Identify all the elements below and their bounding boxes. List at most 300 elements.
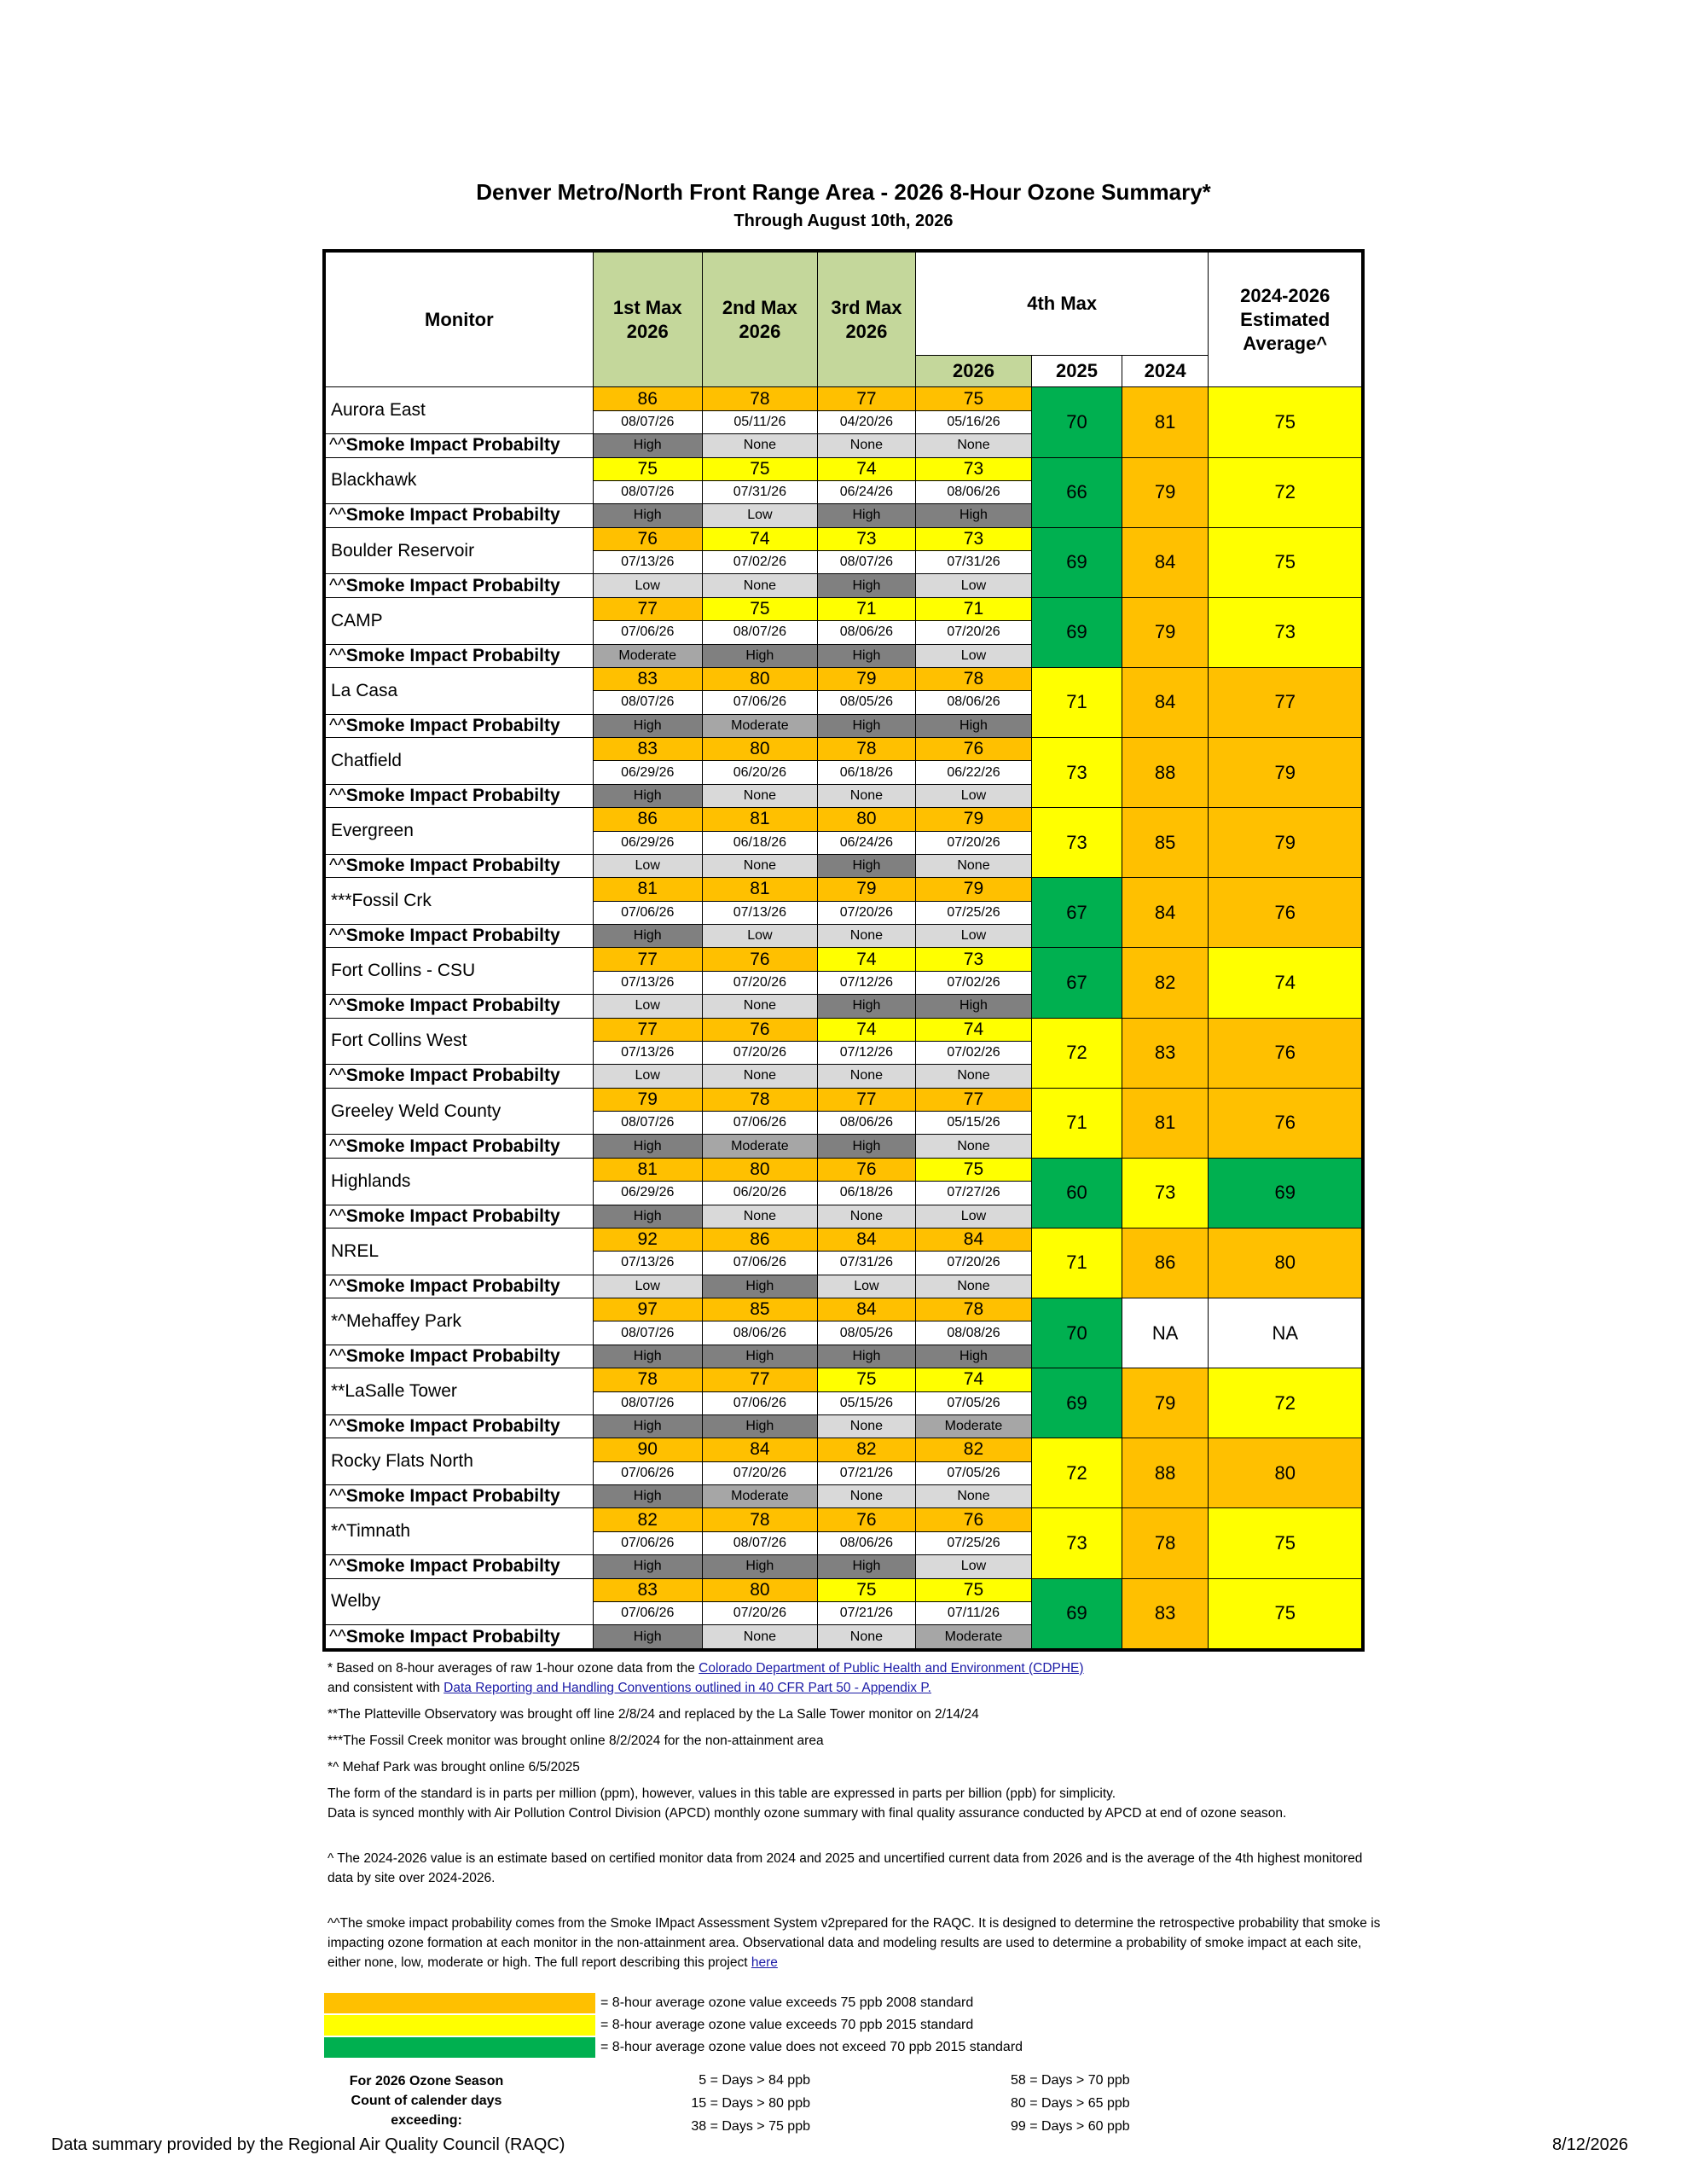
estimated-average: 75: [1209, 527, 1363, 597]
max-value: 77: [817, 1088, 915, 1111]
max-value: 79: [915, 808, 1031, 831]
max-value: 80: [817, 808, 915, 831]
smoke-probability: High: [702, 1414, 817, 1438]
max-value: 77: [593, 1018, 702, 1041]
smoke-probability: High: [702, 1345, 817, 1368]
smoke-probability: Low: [915, 784, 1031, 807]
ozone-summary-table: [322, 249, 1365, 1652]
table-row: [324, 1578, 1363, 1601]
smoke-probability: Low: [593, 1065, 702, 1088]
monitor-name: NREL: [324, 1228, 593, 1275]
max-date: 07/25/26: [915, 1531, 1031, 1554]
monitor-name: Chatfield: [324, 738, 593, 785]
estimated-average: 72: [1209, 457, 1363, 527]
max-date: 06/22/26: [915, 761, 1031, 784]
header-2025: 2025: [1032, 356, 1122, 387]
estimated-average: 72: [1209, 1368, 1363, 1438]
max-date: 05/11/26: [702, 410, 817, 433]
max-date: 08/07/26: [593, 1321, 702, 1345]
max-date: 07/20/26: [817, 901, 915, 924]
smoke-probability: High: [817, 1555, 915, 1578]
count-item: 58 = Days > 70 ppb: [1011, 2073, 1130, 2088]
max-value: 92: [593, 1228, 702, 1251]
footnote-units: The form of the standard is in parts per million (ppm), however, values in this table are expressed in parts per billion (ppb) for simplicity.: [328, 1786, 1116, 1801]
fourth-max-2025: 72: [1032, 1018, 1122, 1088]
fourth-max-2024: 79: [1122, 1368, 1209, 1438]
smoke-probability: None: [817, 1485, 915, 1508]
fourth-max-2024: 84: [1122, 667, 1209, 737]
max-date: 08/06/26: [817, 1112, 915, 1135]
max-date: 08/05/26: [817, 1321, 915, 1345]
max-value: 86: [593, 808, 702, 831]
monitor-name: Fort Collins - CSU: [324, 948, 593, 995]
max-date: 07/13/26: [593, 1041, 702, 1064]
max-value: 85: [702, 1298, 817, 1321]
fourth-max-2025: 71: [1032, 667, 1122, 737]
fourth-max-2024: NA: [1122, 1298, 1209, 1368]
max-date: 05/15/26: [817, 1391, 915, 1414]
smoke-probability: High: [593, 434, 702, 457]
appendix-p-link[interactable]: Data Reporting and Handling Conventions outlined in 40 CFR Part 50 - Appendix P.: [443, 1681, 931, 1695]
max-value: 75: [915, 1158, 1031, 1181]
smoke-impact-label: ^^Smoke Impact Probabilty: [324, 1625, 593, 1650]
table-row: [324, 738, 1363, 761]
max-date: 06/20/26: [702, 1182, 817, 1205]
max-date: 07/06/26: [593, 621, 702, 644]
max-value: 74: [817, 1018, 915, 1041]
smoke-probability: High: [817, 1135, 915, 1158]
max-date: 08/07/26: [593, 1391, 702, 1414]
smoke-probability: None: [915, 434, 1031, 457]
table-row: [324, 808, 1363, 831]
max-value: 81: [702, 808, 817, 831]
smoke-probability: High: [915, 504, 1031, 527]
fourth-max-2024: 83: [1122, 1578, 1209, 1650]
fourth-max-2025: 66: [1032, 457, 1122, 527]
fourth-max-2025: 70: [1032, 1298, 1122, 1368]
estimated-average: 75: [1209, 387, 1363, 457]
max-value: 73: [817, 527, 915, 550]
monitor-name: **LaSalle Tower: [324, 1368, 593, 1415]
smoke-probability: None: [817, 1414, 915, 1438]
max-date: 07/31/26: [702, 480, 817, 503]
max-value: 76: [593, 527, 702, 550]
smoke-probability: High: [915, 714, 1031, 737]
estimated-average: NA: [1209, 1298, 1363, 1368]
footnote-fossil-creek: ***The Fossil Creek monitor was brought online 8/2/2024 for the non-attainment area: [328, 1734, 824, 1748]
smoke-impact-label: ^^Smoke Impact Probabilty: [324, 714, 593, 737]
monitor-name: Fort Collins West: [324, 1018, 593, 1065]
smoke-probability: None: [702, 1205, 817, 1228]
smoke-impact-label: ^^Smoke Impact Probabilty: [324, 1414, 593, 1438]
max-value: 78: [702, 1508, 817, 1531]
count-item: 15 = Days > 80 ppb: [691, 2096, 810, 2111]
smoke-probability: Moderate: [702, 1135, 817, 1158]
fourth-max-2025: 60: [1032, 1158, 1122, 1228]
footnote-sync: Data is synced monthly with Air Pollution Control Division (APCD) monthly ozone summary with final quality assurance conducted by APCD at end of ozone season.: [328, 1806, 1287, 1821]
max-date: 07/20/26: [915, 831, 1031, 854]
legend-item: [324, 2014, 1023, 2036]
max-date: 06/29/26: [593, 761, 702, 784]
max-date: 06/18/26: [817, 1182, 915, 1205]
max-value: 77: [702, 1368, 817, 1391]
max-date: 07/20/26: [702, 971, 817, 994]
monitor-name: Welby: [324, 1578, 593, 1625]
max-date: 08/08/26: [915, 1321, 1031, 1345]
footnote-mehaffey: *^ Mehaf Park was brought online 6/5/2025: [328, 1760, 580, 1774]
smoke-impact-label: ^^Smoke Impact Probabilty: [324, 1485, 593, 1508]
smoke-probability: High: [915, 995, 1031, 1018]
smoke-report-link[interactable]: here: [751, 1955, 778, 1970]
estimated-average: 76: [1209, 1088, 1363, 1158]
count-item: 99 = Days > 60 ppb: [1011, 2119, 1130, 2134]
max-date: 08/07/26: [593, 691, 702, 714]
legend-item: [324, 2036, 1023, 2059]
monitor-name: *^Mehaffey Park: [324, 1298, 593, 1345]
smoke-probability: Low: [593, 574, 702, 597]
smoke-probability: High: [817, 504, 915, 527]
table-row: [324, 1018, 1363, 1041]
table-row: [324, 1368, 1363, 1391]
table-row: [324, 1508, 1363, 1531]
monitor-name: Rocky Flats North: [324, 1438, 593, 1485]
monitor-name: Blackhawk: [324, 457, 593, 504]
max-value: 83: [593, 738, 702, 761]
monitor-name: Evergreen: [324, 808, 593, 855]
max-date: 07/13/26: [702, 901, 817, 924]
estimated-average: 69: [1209, 1158, 1363, 1228]
smoke-probability: None: [702, 1065, 817, 1088]
max-value: 78: [915, 1298, 1031, 1321]
estimated-average: 76: [1209, 878, 1363, 948]
footnotes: [328, 1658, 1385, 1972]
max-value: 79: [593, 1088, 702, 1111]
fourth-max-2024: 78: [1122, 1508, 1209, 1578]
max-value: 84: [817, 1298, 915, 1321]
smoke-probability: High: [817, 1345, 915, 1368]
cdphe-link[interactable]: Colorado Department of Public Health and Environment (CDPHE): [699, 1661, 1084, 1676]
max-date: 07/06/26: [702, 1391, 817, 1414]
smoke-probability: High: [817, 995, 915, 1018]
max-date: 07/20/26: [702, 1461, 817, 1484]
fourth-max-2025: 69: [1032, 527, 1122, 597]
smoke-probability: None: [702, 995, 817, 1018]
fourth-max-2024: 82: [1122, 948, 1209, 1018]
max-value: 73: [915, 948, 1031, 971]
fourth-max-2025: 73: [1032, 808, 1122, 878]
max-value: 77: [593, 948, 702, 971]
max-date: 06/29/26: [593, 831, 702, 854]
estimated-average: 75: [1209, 1578, 1363, 1650]
smoke-probability: High: [593, 504, 702, 527]
table-row: [324, 387, 1363, 410]
table-row: [324, 1088, 1363, 1111]
max-value: 74: [702, 527, 817, 550]
smoke-probability: High: [817, 644, 915, 667]
max-value: 74: [915, 1018, 1031, 1041]
smoke-probability: High: [702, 1275, 817, 1298]
max-date: 08/07/26: [702, 621, 817, 644]
max-value: 83: [593, 1578, 702, 1601]
max-value: 76: [817, 1158, 915, 1181]
max-date: 07/06/26: [593, 1531, 702, 1554]
max-date: 08/07/26: [702, 1531, 817, 1554]
max-value: 74: [915, 1368, 1031, 1391]
header-2nd-max: 2nd Max 2026: [702, 251, 817, 387]
monitor-name: Greeley Weld County: [324, 1088, 593, 1135]
table-row: [324, 527, 1363, 550]
footnote-average: ^ The 2024-2026 value is an estimate based on certified monitor data from 2024 and 2025 and uncertified current data from 2026 and is the average of the 4th highest monitored data by site over 2024-2026.: [328, 1851, 1363, 1885]
smoke-probability: None: [817, 1205, 915, 1228]
fourth-max-2025: 69: [1032, 1578, 1122, 1650]
footer-date: 8/12/2026: [1552, 2135, 1628, 2154]
smoke-probability: Low: [593, 854, 702, 877]
estimated-average: 73: [1209, 597, 1363, 667]
max-value: 82: [817, 1438, 915, 1461]
max-value: 75: [593, 457, 702, 480]
max-value: 82: [593, 1508, 702, 1531]
max-date: 06/24/26: [817, 480, 915, 503]
max-date: 07/20/26: [915, 1252, 1031, 1275]
max-date: 07/06/26: [593, 1461, 702, 1484]
smoke-probability: High: [817, 714, 915, 737]
legend-text: = 8-hour average ozone value does not exceed 70 ppb 2015 standard: [600, 2040, 1023, 2054]
max-value: 74: [817, 457, 915, 480]
legend-text: = 8-hour average ozone value exceeds 70 ppb 2015 standard: [600, 2018, 974, 2032]
monitor-name: ***Fossil Crk: [324, 878, 593, 925]
smoke-probability: High: [702, 1555, 817, 1578]
counts-left: [674, 2069, 810, 2138]
page-subtitle: Through August 10th, 2026: [733, 212, 954, 230]
smoke-probability: High: [593, 714, 702, 737]
fourth-max-2024: 81: [1122, 387, 1209, 457]
legend-text: = 8-hour average ozone value exceeds 75 ppb 2008 standard: [600, 1995, 974, 2010]
smoke-impact-label: ^^Smoke Impact Probabilty: [324, 1065, 593, 1088]
page-title: Denver Metro/North Front Range Area - 2026 8-Hour Ozone Summary*: [476, 179, 1211, 205]
max-value: 77: [915, 1088, 1031, 1111]
color-legend: [324, 1992, 1023, 2059]
fourth-max-2025: 67: [1032, 878, 1122, 948]
fourth-max-2025: 69: [1032, 1368, 1122, 1438]
max-date: 08/06/26: [817, 1531, 915, 1554]
estimated-average: 79: [1209, 808, 1363, 878]
estimated-average: 80: [1209, 1438, 1363, 1508]
smoke-probability: None: [817, 784, 915, 807]
smoke-probability: High: [915, 1345, 1031, 1368]
header-2026: 2026: [915, 356, 1031, 387]
count-label: For 2026 Ozone Season Count of calender days exceeding:: [349, 2074, 504, 2128]
table-row: [324, 597, 1363, 620]
max-date: 08/06/26: [915, 480, 1031, 503]
smoke-probability: Low: [702, 504, 817, 527]
max-date: 07/27/26: [915, 1182, 1031, 1205]
max-date: 07/06/26: [593, 1601, 702, 1624]
smoke-probability: High: [593, 1485, 702, 1508]
count-item: 80 = Days > 65 ppb: [1011, 2096, 1130, 2111]
footnote-conventions: and consistent with Data Reporting and Handling Conventions outlined in 40 CFR Part 50 - Appendix P.: [328, 1681, 931, 1695]
max-date: 08/05/26: [817, 691, 915, 714]
fourth-max-2025: 71: [1032, 1088, 1122, 1158]
max-value: 80: [702, 1578, 817, 1601]
smoke-probability: High: [817, 854, 915, 877]
fourth-max-2025: 69: [1032, 597, 1122, 667]
max-value: 80: [702, 1158, 817, 1181]
smoke-probability: None: [915, 854, 1031, 877]
smoke-probability: High: [593, 1555, 702, 1578]
max-date: 07/02/26: [915, 971, 1031, 994]
footnote-source: * Based on 8-hour averages of raw 1-hour ozone data from the Colorado Department of Public Health and Environment (CDPHE): [328, 1661, 1084, 1676]
footer-credit: Data summary provided by the Regional Air Quality Council (RAQC): [51, 2135, 565, 2154]
smoke-probability: None: [702, 784, 817, 807]
table-row: [324, 1438, 1363, 1461]
max-value: 71: [817, 597, 915, 620]
smoke-impact-label: ^^Smoke Impact Probabilty: [324, 925, 593, 948]
max-date: 07/06/26: [593, 901, 702, 924]
estimated-average: 77: [1209, 667, 1363, 737]
max-date: 06/18/26: [702, 831, 817, 854]
smoke-probability: High: [593, 1205, 702, 1228]
max-value: 78: [702, 1088, 817, 1111]
estimated-average: 79: [1209, 738, 1363, 808]
max-value: 80: [702, 667, 817, 690]
footnote-smoke: ^^The smoke impact probability comes from the Smoke IMpact Assessment System v2prepared for the RAQC. It is designed to determine the retrospective probability that smoke is impacting ozone formation at each monitor in the non-attainment area. Observational data and modeling results are used to determine a probability of smoke impact at each site, either none, low, moderate or high. The full report describing this project here: [328, 1916, 1381, 1970]
monitor-name: Boulder Reservoir: [324, 527, 593, 574]
table-row: [324, 1228, 1363, 1251]
fourth-max-2024: 88: [1122, 738, 1209, 808]
smoke-probability: High: [593, 925, 702, 948]
max-value: 81: [593, 1158, 702, 1181]
smoke-probability: None: [915, 1275, 1031, 1298]
max-date: 08/07/26: [817, 551, 915, 574]
smoke-probability: Low: [915, 1555, 1031, 1578]
max-value: 90: [593, 1438, 702, 1461]
fourth-max-2024: 83: [1122, 1018, 1209, 1088]
count-item: 5 = Days > 84 ppb: [699, 2073, 810, 2088]
max-date: 07/20/26: [915, 621, 1031, 644]
smoke-impact-label: ^^Smoke Impact Probabilty: [324, 1345, 593, 1368]
max-date: 06/24/26: [817, 831, 915, 854]
max-date: 07/05/26: [915, 1461, 1031, 1484]
max-date: 08/06/26: [915, 691, 1031, 714]
fourth-max-2025: 71: [1032, 1228, 1122, 1298]
smoke-probability: Low: [702, 925, 817, 948]
smoke-probability: None: [702, 434, 817, 457]
smoke-probability: None: [702, 1625, 817, 1650]
max-date: 07/06/26: [702, 691, 817, 714]
fourth-max-2024: 84: [1122, 527, 1209, 597]
max-value: 78: [702, 387, 817, 410]
header-estimated-average: 2024-2026 Estimated Average^: [1209, 251, 1363, 387]
max-value: 73: [915, 457, 1031, 480]
max-date: 04/20/26: [817, 410, 915, 433]
estimated-average: 80: [1209, 1228, 1363, 1298]
max-date: 07/21/26: [817, 1461, 915, 1484]
smoke-probability: Moderate: [702, 1485, 817, 1508]
smoke-probability: None: [915, 1135, 1031, 1158]
max-value: 76: [817, 1508, 915, 1531]
max-value: 76: [702, 1018, 817, 1041]
max-value: 75: [915, 387, 1031, 410]
max-date: 07/06/26: [702, 1252, 817, 1275]
header-3rd-max: 3rd Max 2026: [817, 251, 915, 387]
footnote-platteville: **The Platteville Observatory was brought off line 2/8/24 and replaced by the La Salle Tower monitor on 2/14/24: [328, 1707, 979, 1722]
estimated-average: 74: [1209, 948, 1363, 1018]
max-value: 75: [817, 1368, 915, 1391]
smoke-probability: High: [593, 1135, 702, 1158]
max-value: 75: [915, 1578, 1031, 1601]
fourth-max-2025: 72: [1032, 1438, 1122, 1508]
smoke-impact-label: ^^Smoke Impact Probabilty: [324, 995, 593, 1018]
smoke-probability: Moderate: [915, 1625, 1031, 1650]
fourth-max-2024: 73: [1122, 1158, 1209, 1228]
smoke-probability: None: [702, 574, 817, 597]
smoke-probability: High: [593, 1414, 702, 1438]
smoke-probability: Low: [817, 1275, 915, 1298]
header-monitor: Monitor: [324, 251, 593, 387]
max-date: 08/06/26: [702, 1321, 817, 1345]
smoke-impact-label: ^^Smoke Impact Probabilty: [324, 434, 593, 457]
max-value: 75: [817, 1578, 915, 1601]
max-date: 05/15/26: [915, 1112, 1031, 1135]
smoke-impact-label: ^^Smoke Impact Probabilty: [324, 504, 593, 527]
max-date: 08/07/26: [593, 480, 702, 503]
max-date: 07/12/26: [817, 1041, 915, 1064]
smoke-impact-label: ^^Smoke Impact Probabilty: [324, 854, 593, 877]
max-value: 74: [817, 948, 915, 971]
max-date: 07/02/26: [915, 1041, 1031, 1064]
fourth-max-2025: 70: [1032, 387, 1122, 457]
smoke-probability: None: [817, 434, 915, 457]
monitor-name: *^Timnath: [324, 1508, 593, 1555]
max-value: 82: [915, 1438, 1031, 1461]
max-date: 07/05/26: [915, 1391, 1031, 1414]
max-value: 83: [593, 667, 702, 690]
max-value: 77: [593, 597, 702, 620]
smoke-probability: High: [593, 784, 702, 807]
monitor-name: CAMP: [324, 597, 593, 644]
fourth-max-2024: 79: [1122, 597, 1209, 667]
table-row: [324, 878, 1363, 901]
smoke-probability: Low: [915, 925, 1031, 948]
max-value: 71: [915, 597, 1031, 620]
legend-swatch: [324, 1993, 595, 2013]
table-row: [324, 948, 1363, 971]
fourth-max-2024: 85: [1122, 808, 1209, 878]
max-value: 81: [702, 878, 817, 901]
smoke-probability: None: [817, 925, 915, 948]
max-value: 73: [915, 527, 1031, 550]
smoke-impact-label: ^^Smoke Impact Probabilty: [324, 644, 593, 667]
max-date: 07/13/26: [593, 971, 702, 994]
smoke-impact-label: ^^Smoke Impact Probabilty: [324, 1275, 593, 1298]
table-row: [324, 1298, 1363, 1321]
smoke-impact-label: ^^Smoke Impact Probabilty: [324, 1135, 593, 1158]
smoke-probability: Low: [593, 1275, 702, 1298]
max-value: 78: [593, 1368, 702, 1391]
smoke-probability: None: [702, 854, 817, 877]
max-value: 76: [702, 948, 817, 971]
smoke-probability: Moderate: [915, 1414, 1031, 1438]
max-value: 80: [702, 738, 817, 761]
counts-right: [1011, 2069, 1130, 2138]
max-value: 79: [817, 667, 915, 690]
max-date: 06/18/26: [817, 761, 915, 784]
max-date: 08/07/26: [593, 410, 702, 433]
fourth-max-2024: 88: [1122, 1438, 1209, 1508]
fourth-max-2024: 79: [1122, 457, 1209, 527]
smoke-probability: Moderate: [593, 644, 702, 667]
max-value: 79: [817, 878, 915, 901]
